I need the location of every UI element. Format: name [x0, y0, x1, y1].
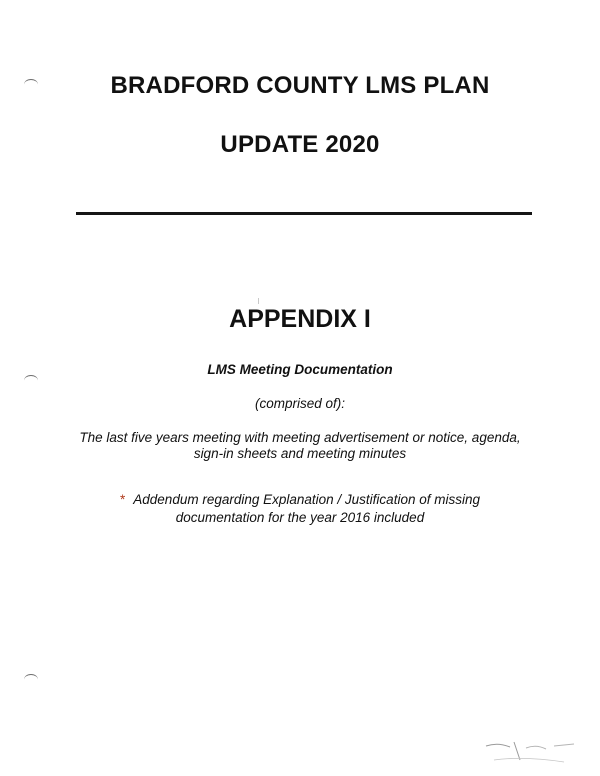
asterisk-marker: * [120, 492, 126, 507]
description-line-1: The last five years meeting with meeting advertisement or notice, agenda, [79, 430, 521, 445]
scan-artifact-mark [484, 738, 584, 768]
addendum-line-1 [0, 492, 600, 507]
document-title-line-2: UPDATE 2020 [220, 131, 380, 158]
description-line-2: sign-in sheets and meeting minutes [193, 446, 407, 461]
scan-dust-mark [258, 298, 259, 304]
document-title-line-1: BRADFORD COUNTY LMS PLAN [110, 72, 490, 99]
horizontal-divider [76, 212, 532, 215]
addendum-line-2: documentation for the year 2016 included [175, 510, 425, 525]
comprised-note: (comprised of): [254, 396, 346, 411]
addendum-text-1: Addendum regarding Explanation / Justification of missing [133, 492, 480, 507]
hole-punch-mark [24, 674, 38, 685]
appendix-subheading: LMS Meeting Documentation [207, 362, 393, 377]
appendix-heading: APPENDIX I [229, 305, 371, 333]
